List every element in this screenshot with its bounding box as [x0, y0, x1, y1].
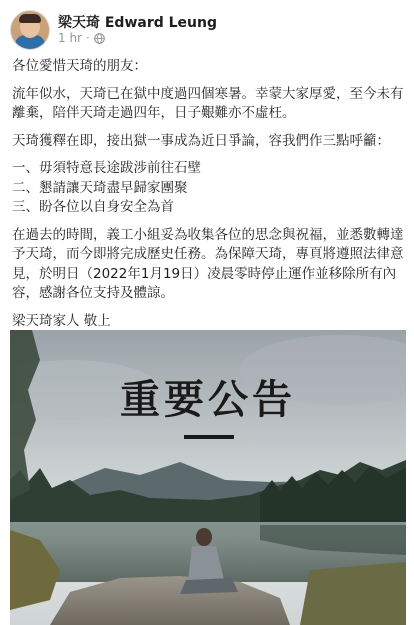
- appeal-list: [12, 159, 404, 218]
- post-paragraph-1: 流年似水，天琦已在獄中度過四個寒暑。幸蒙大家厚愛，至今未有離棄，陪伴天琦走過四年，日子艱難亦不虛枉。: [12, 85, 404, 121]
- post-paragraph-3: 在過去的時間，義工小組妥為收集各位的思念與祝福，並悉數轉達予天琦，而今即將完成歷史任務。為保障天琦，專頁將遵照法律意見，於明日（2022年1月19日）凌晨零時停止運作並移除所有內容，感謝各位支持及體諒。: [12, 226, 404, 301]
- appeal-item: 三、盼各位以自身安全為首: [12, 199, 174, 215]
- post-image[interactable]: [10, 330, 406, 625]
- post-meta: [58, 31, 105, 45]
- avatar-hair: [19, 14, 41, 23]
- author-name[interactable]: 梁天琦 Edward Leung: [58, 15, 218, 31]
- globe-icon: [94, 33, 105, 44]
- avatar[interactable]: [10, 10, 50, 50]
- appeal-item: 二、懇請讓天琦盡早歸家團聚: [12, 179, 188, 196]
- post-body: [12, 57, 404, 339]
- post-signature: 梁天琦家人 敬上: [12, 312, 111, 329]
- post-greeting: 各位愛惜天琦的朋友：: [12, 58, 147, 74]
- notice-underline: [184, 435, 234, 439]
- meta-separator: ·: [86, 31, 90, 45]
- appeal-item: 一、毋須特意長途跋涉前往石壁: [12, 160, 201, 176]
- notice-title: 重要公告: [120, 376, 296, 423]
- post-header: [8, 8, 406, 48]
- post-paragraph-2: 天琦獲釋在即，接出獄一事成為近日爭論，容我們作三點呼籲：: [12, 132, 390, 149]
- timestamp[interactable]: 1 hr: [58, 31, 82, 45]
